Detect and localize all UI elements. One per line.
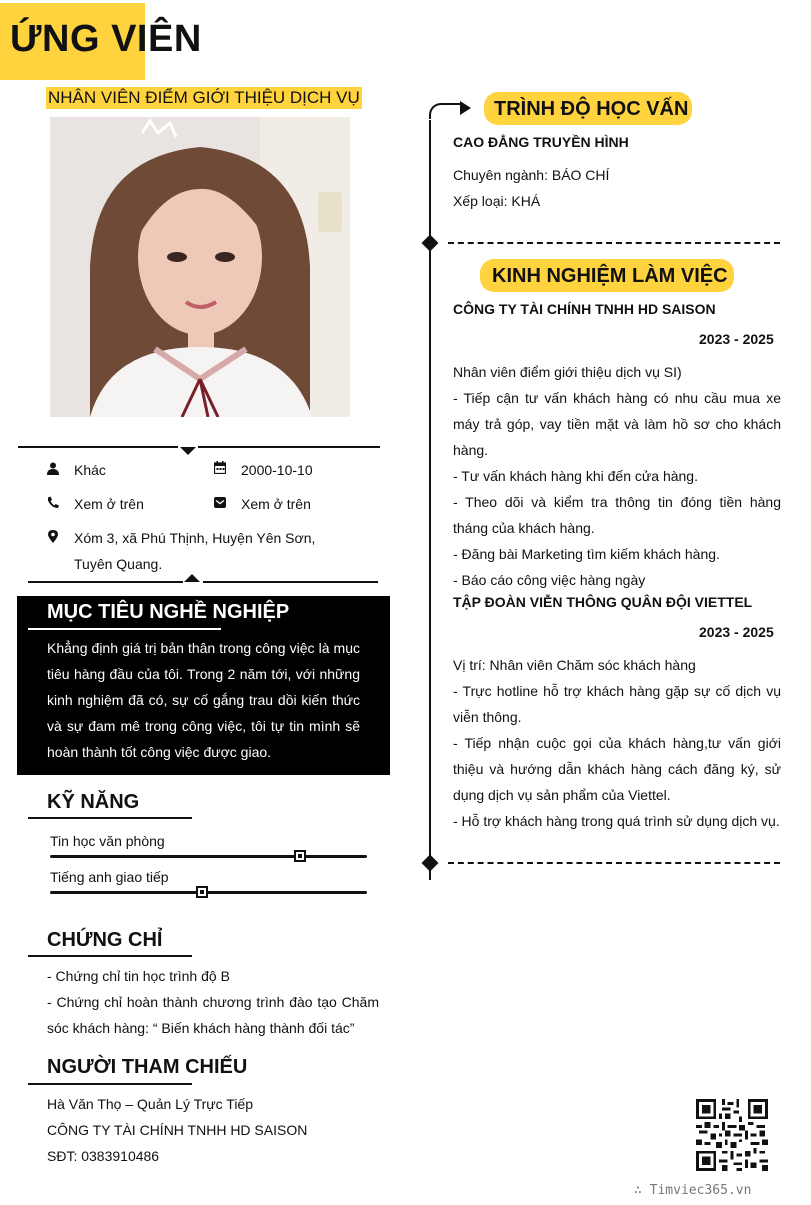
job-line: - Hỗ trợ khách hàng trong quá trình sử dụng dịch vụ. [453,813,780,829]
timeline-node [422,235,439,252]
title-underline [28,1083,192,1085]
certificate-item: - Chứng chỉ hoàn thành chương trình đào tạo Chăm sóc khách hàng: “ Biến khách hàng thành đối tác” [47,994,379,1036]
watermark: ∴ Timviec365.vn [634,1183,752,1198]
certificates-title: CHỨNG CHỈ [47,929,163,951]
divider-arrow [180,447,196,455]
skill-level-bar [50,891,367,894]
education-grade: Xếp loại: KHÁ [453,193,541,209]
email-icon [214,496,226,509]
address-line1: Xóm 3, xã Phú Thịnh, Huyện Yên Sơn, [74,530,316,546]
job-line: Nhân viên điểm giới thiệu dịch vụ SI) [453,364,682,380]
job-company: TẬP ĐOÀN VIỄN THÔNG QUÂN ĐỘI VIETTEL [453,594,753,610]
job-period: 2023 - 2025 [699,331,774,347]
job-line: - Theo dõi và kiểm tra thông tin đóng tiền hàng tháng của khách hàng. [453,494,781,536]
user-icon [47,462,59,475]
job-period: 2023 - 2025 [699,624,774,640]
references-title: NGƯỜI THAM CHIẾU [47,1056,248,1078]
career-goal-title: MỤC TIÊU NGHỀ NGHIỆP [47,601,290,623]
divider-arrow [184,574,200,582]
job-line: - Đăng bài Marketing tìm kiếm khách hàng. [453,546,720,562]
job-description [453,652,781,834]
skill-level-marker [294,850,306,862]
career-goal-text: Khẳng định giá trị bản thân trong công việc là mục tiêu hàng đầu của tôi. Trong 2 năm tới, với những kinh nghiệm đã có, sự cố gắng trau dồi kiến thức và sự đam mê trong công việc, tôi tự tin mình sẽ hoàn thành tốt công việc được giao. [47,640,360,760]
job-company: CÔNG TY TÀI CHÍNH TNHH HD SAISON [453,301,716,317]
timeline-connector [429,103,463,119]
certificates-list [47,963,379,1041]
experience-title: KINH NGHIỆM LÀM VIỆC [492,265,728,287]
job-line: Vị trí: Nhân viên Chăm sóc khách hàng [453,657,696,673]
arrow-right-icon [460,101,471,115]
birthdate-value: 2000-10-10 [241,462,313,478]
reference-line: Hà Văn Thọ – Quản Lý Trực Tiếp [47,1096,254,1112]
email-value: Xem ở trên [241,496,311,512]
divider-line [198,446,380,448]
qr-code [696,1099,768,1171]
education-title: TRÌNH ĐỘ HỌC VẤN [494,98,689,120]
section-divider [448,242,780,244]
reference-line: CÔNG TY TÀI CHÍNH TNHH HD SAISON [47,1122,308,1138]
phone-value: Xem ở trên [74,496,144,512]
location-pin-icon [47,530,59,543]
title-underline [28,955,192,957]
timeline-node [422,855,439,872]
calendar-icon [214,461,226,474]
education-major: Chuyên ngành: BÁO CHÍ [453,167,610,183]
job-line: - Trực hotline hỗ trợ khách hàng gặp sự cố dịch vụ viễn thông. [453,683,781,725]
section-divider [448,862,780,864]
address-line2: Tuyên Quang. [74,556,163,572]
certificate-item: - Chứng chỉ tin học trình độ B [47,968,230,984]
skill-level-bar [50,855,367,858]
phone-icon [47,496,59,509]
title-underline [28,817,192,819]
job-line: - Tư vấn khách hàng khi đến cửa hàng. [453,468,698,484]
reference-line: SĐT: 0383910486 [47,1148,160,1164]
title-underline [28,628,221,630]
profile-photo [50,117,350,417]
job-line: - Tiếp cận tư vấn khách hàng có nhu cầu mua xe máy trả góp, vay tiền mặt và làm hồ sơ cho khách hàng. [453,390,781,458]
skill-name: Tiếng anh giao tiếp [50,869,169,885]
job-description [453,359,781,593]
references-list [47,1091,307,1169]
gender-value: Khác [74,462,106,478]
job-line: - Báo cáo công việc hàng ngày [453,572,646,588]
education-school: CAO ĐẲNG TRUYỀN HÌNH [453,134,629,150]
divider-line [203,581,378,583]
job-line: - Tiếp nhận cuộc gọi của khách hàng,tư vấn giới thiệu và hướng dẫn khách hàng cách đăng ký, sử dụng dịch vụ sản phẩm của Viettel. [453,735,781,803]
candidate-name: ỨNG VIÊN [10,18,202,60]
skills-title: KỸ NĂNG [47,791,140,813]
job-title: NHÂN VIÊN ĐIỂM GIỚI THIỆU DỊCH VỤ [48,88,360,107]
divider-line [18,446,178,448]
skill-level-marker [196,886,208,898]
skill-name: Tin học văn phòng [50,833,165,849]
divider-line [28,581,183,583]
